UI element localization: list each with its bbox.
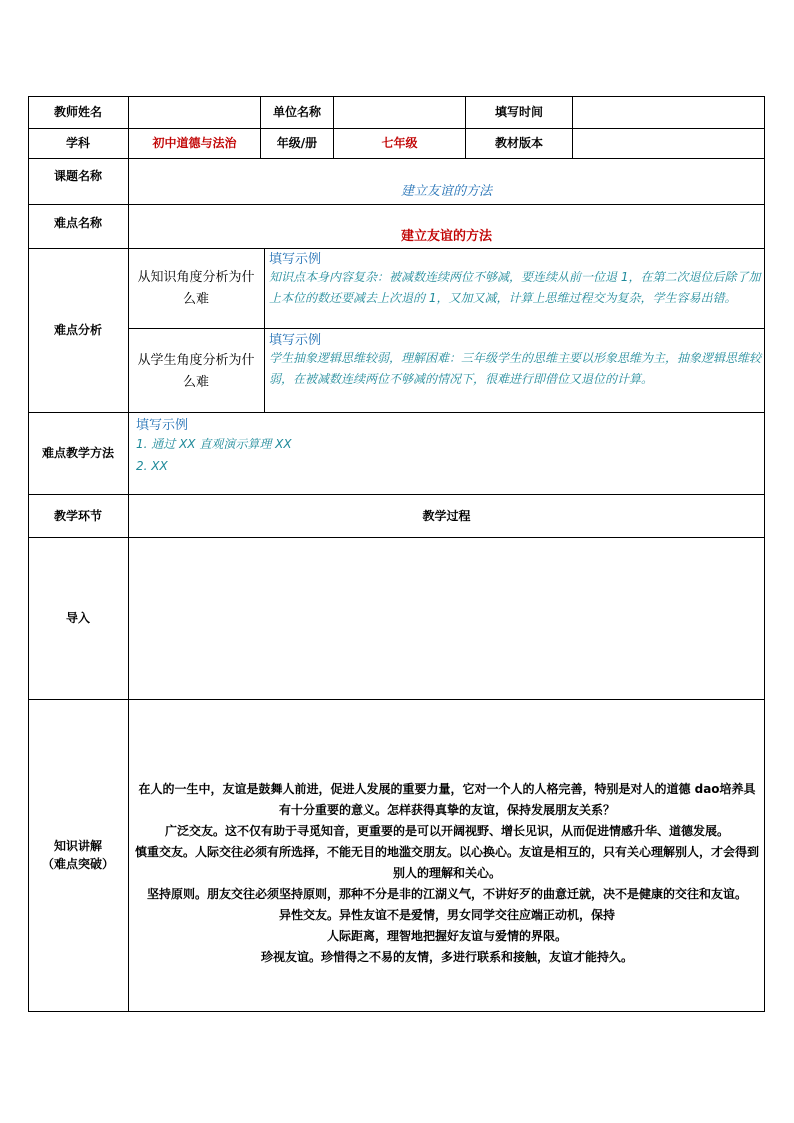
difficulty-label: 难点名称 — [53, 216, 102, 230]
grade-value[interactable]: 七年级 — [381, 136, 418, 150]
row-divider — [28, 699, 765, 700]
subject-label: 学科 — [65, 136, 90, 150]
knowledge-label-line1: 知识讲解 — [53, 839, 102, 853]
textbook-version-label: 教材版本 — [494, 136, 543, 150]
table-border-bottom — [28, 1011, 765, 1012]
intro-label: 导入 — [65, 611, 90, 625]
method-item: 1. 通过 XX 直观演示算理 XX — [136, 437, 292, 451]
row-divider — [28, 158, 765, 159]
student-hint-title: 填写示例 — [269, 333, 322, 348]
teaching-stage-header: 教学环节 — [53, 508, 102, 523]
textbook-version-field[interactable] — [573, 128, 764, 158]
knowledge-hint-title: 填写示例 — [269, 252, 322, 267]
knowledge-hint-text: 知识点本身内容复杂：被减数连续两位不够减，要连续从前一位退 1，在第二次退位后除了加上本位的数还要减去上次退的 1，又加又减，计算上思维过程交为复杂，学生容易出错。 — [269, 270, 761, 305]
knowledge-angle-content[interactable] — [269, 248, 762, 328]
method-item: 2. XX — [136, 459, 168, 473]
knowledge-paragraph: 广泛交友。这不仅有助于寻觅知音，更重要的是可以开阔视野、增长见识，从而促进情感升华、道德发展。 — [164, 824, 729, 838]
knowledge-paragraph: 在人的一生中，友谊是鼓舞人前进，促进人发展的重要力量，它对一个人的人格完善，特别是对人的道德 dao培养具有十分重要的意义。怎样获得真挚的友谊，保持发展朋友关系？ — [138, 782, 756, 817]
knowledge-paragraph: 坚持原则。朋友交往必须坚持原则，那种不分是非的江湖义气，不讲好歹的曲意迁就，决不是健康的交往和友谊。 — [146, 887, 747, 901]
topic-value[interactable]: 建立友谊的方法 — [400, 184, 492, 199]
student-angle-label: 从学生角度分析为什么难 — [137, 353, 255, 390]
row-divider — [28, 412, 765, 413]
difficulty-value[interactable]: 建立友谊的方法 — [400, 229, 492, 244]
teaching-method-content[interactable] — [136, 414, 756, 492]
knowledge-paragraph: 人际距离，理智地把握好友谊与爱情的界限。 — [326, 929, 567, 943]
knowledge-paragraph: 慎重交友。人际交往必须有所选择，不能无目的地滥交朋友。以心换心。友谊是相互的，只有关心理解别人，才会得到别人的理解和关心。 — [134, 845, 759, 880]
knowledge-paragraph: 珍视友谊。珍惜得之不易的友情，多进行联系和接触，友谊才能持久。 — [260, 950, 633, 964]
topic-label: 课题名称 — [53, 169, 102, 183]
method-hint-title: 填写示例 — [136, 418, 189, 433]
row-divider — [28, 204, 765, 205]
knowledge-label-line2: （难点突破） — [41, 857, 114, 871]
lesson-plan-table — [28, 96, 765, 1012]
intro-content[interactable] — [129, 537, 764, 699]
unit-name-field[interactable] — [334, 96, 465, 128]
knowledge-explanation-label — [28, 699, 128, 1011]
knowledge-angle-label: 从知识角度分析为什么难 — [137, 270, 255, 307]
teacher-name-label: 教师姓名 — [53, 105, 102, 119]
fill-date-label: 填写时间 — [494, 105, 543, 119]
column-divider — [264, 248, 265, 412]
unit-name-label: 单位名称 — [272, 105, 321, 119]
table-border-right — [764, 96, 765, 1012]
knowledge-explanation-content[interactable] — [134, 779, 760, 1009]
knowledge-paragraph: 异性交友。异性友谊不是爱情，男女同学交往应端正动机，保持 — [278, 908, 615, 922]
teacher-name-field[interactable] — [129, 96, 260, 128]
subject-value[interactable]: 初中道德与法治 — [152, 136, 237, 150]
student-hint-text: 学生抽象逻辑思维较弱，理解困难：三年级学生的思维主要以形象思维为主，抽象逻辑思维较弱，在被减数连续两位不够减的情况下，很难进行即借位又退位的计算。 — [269, 351, 762, 386]
fill-date-field[interactable] — [573, 96, 764, 128]
grade-label: 年级/册 — [276, 136, 318, 150]
teaching-process-header: 教学过程 — [422, 508, 471, 523]
teaching-method-label: 难点教学方法 — [41, 446, 114, 460]
student-angle-content[interactable] — [269, 329, 762, 412]
difficulty-analysis-label: 难点分析 — [53, 323, 102, 337]
